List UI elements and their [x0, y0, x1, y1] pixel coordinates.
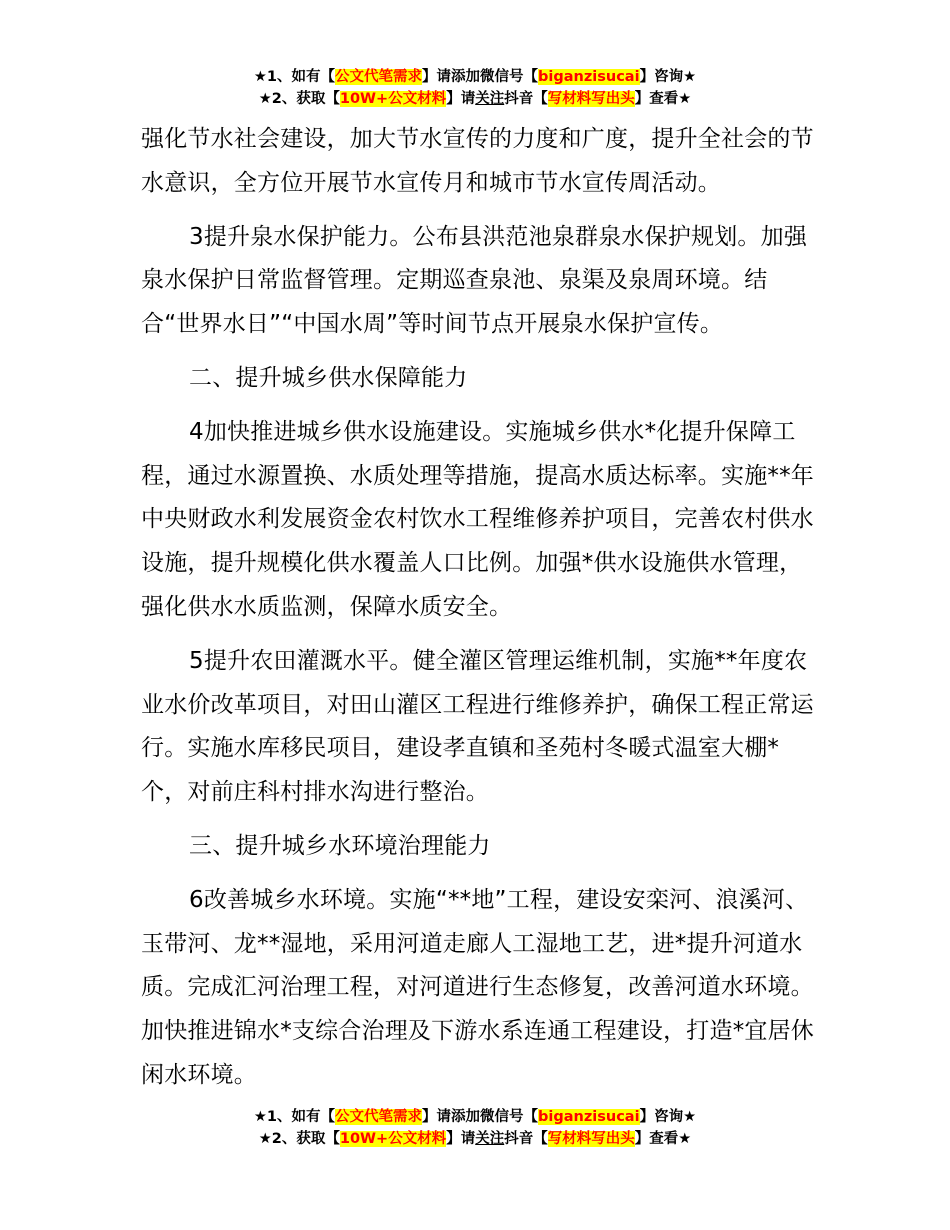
section-heading: 三、提升城乡水环境治理能力: [189, 832, 491, 859]
paragraph: 强化节水社会建设，加大节水宣传的力度和广度，提升全社会的节水意识，全方位开展节水宣传月和城市节水宣传周活动。: [141, 126, 814, 196]
highlight-douyin: 写材料写出头: [547, 91, 635, 107]
follow-text: 关注: [475, 91, 505, 107]
paragraph: 4加快推进城乡供水设施建设。实施城乡供水*化提升保障工程，通过水源置换、水质处理等措施，提高水质达标率。实施**年中央财政水利发展资金农村饮水工程维修养护项目，完善农村供水设施，提升规模化供水覆盖人口比例。加强*供水设施供水管理，强化供水水质监测，保障水质安全。: [141, 418, 814, 620]
highlight-wechat-id: biganzisucai: [538, 1109, 640, 1125]
highlight-materials: 10W+公文材料: [339, 1131, 447, 1147]
footer-line-1: ★1、如有【公文代笔需求】请添加微信号【biganzisucai】咨询★: [253, 1109, 697, 1125]
paragraph: 3提升泉水保护能力。公布县洪范池泉群泉水保护规划。加强泉水保护日常监督管理。定期巡查泉池、泉渠及泉周环境。结合“世界水日”“中国水周”等时间节点开展泉水保护宣传。: [141, 223, 808, 338]
header-line-2: ★2、获取【10W+公文材料】请关注抖音【写材料写出头】查看★: [258, 91, 692, 107]
header-banner: [0, 66, 950, 110]
highlight-service: 公文代笔需求: [335, 69, 423, 85]
footer-line-2: ★2、获取【10W+公文材料】请关注抖音【写材料写出头】查看★: [258, 1131, 692, 1147]
paragraph: 5提升农田灌溉水平。健全灌区管理运维机制，实施**年度农业水价改革项目，对田山灌区工程进行维修养护，确保工程正常运行。实施水库移民项目，建设孝直镇和圣苑村冬暖式温室大棚*个，对前庄科村排水沟进行整治。: [141, 647, 814, 806]
section-heading: 二、提升城乡供水保障能力: [189, 364, 468, 391]
highlight-materials: 10W+公文材料: [339, 91, 447, 107]
highlight-service: 公文代笔需求: [335, 1109, 423, 1125]
highlight-douyin: 写材料写出头: [547, 1131, 635, 1147]
follow-text: 关注: [475, 1131, 505, 1147]
footer-banner: [0, 1106, 950, 1150]
header-line-1: ★1、如有【公文代笔需求】请添加微信号【biganzisucai】咨询★: [253, 69, 697, 85]
document-body: [141, 118, 821, 1098]
highlight-wechat-id: biganzisucai: [538, 69, 640, 85]
paragraph: 6改善城乡水环境。实施“**地”工程，建设安栾河、浪溪河、玉带河、龙**湿地，采用河道走廊人工湿地工艺，进*提升河道水质。完成汇河治理工程，对河道进行生态修复，改善河道水环境。加快推进锦水*支综合治理及下游水系连通工程建设，打造*宜居休闲水环境。: [141, 886, 814, 1088]
